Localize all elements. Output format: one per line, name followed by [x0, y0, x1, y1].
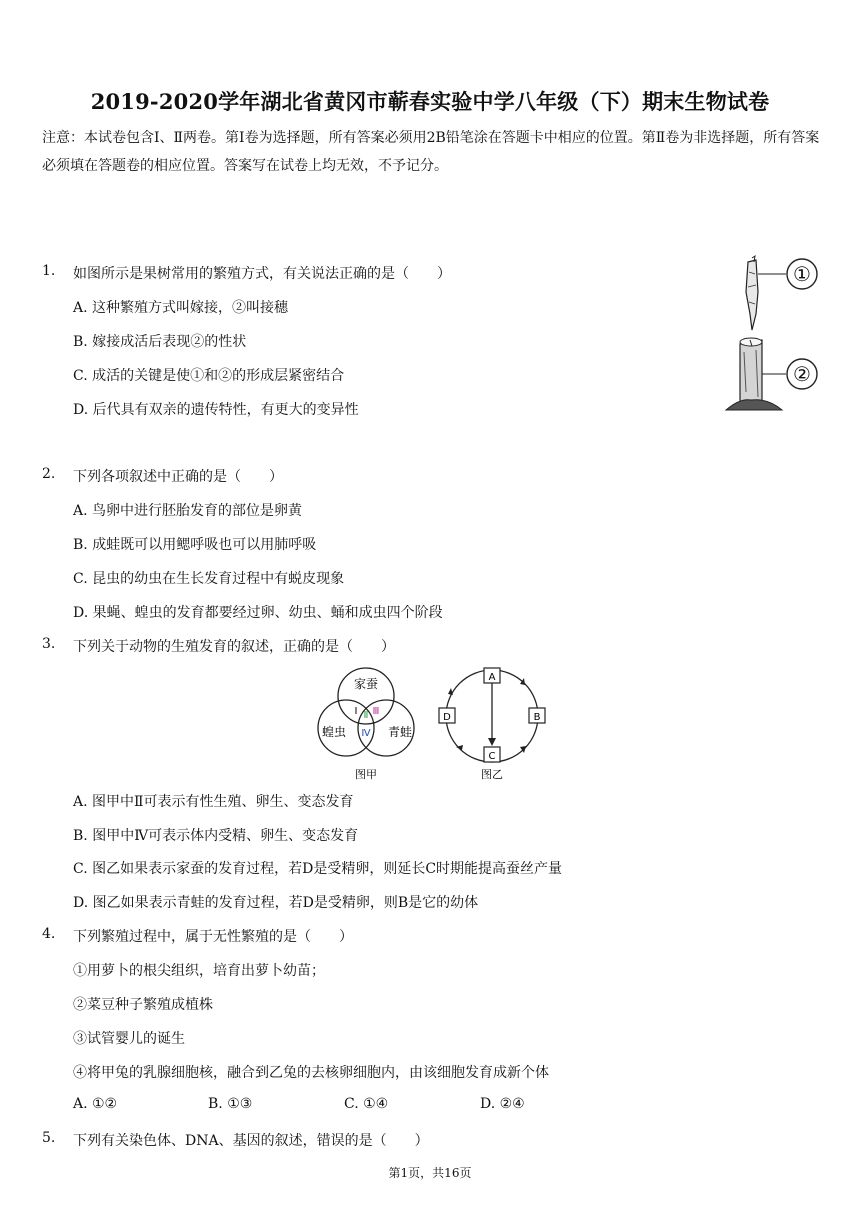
option-d: D. ②④	[480, 1096, 525, 1112]
stage-a: A	[488, 672, 496, 683]
option-b: B. ①③	[208, 1096, 253, 1112]
region-4: Ⅳ	[361, 728, 371, 739]
question-number: 2.	[42, 466, 56, 482]
venn-label-top: 家蚕	[353, 677, 379, 691]
question-stem: 下列有关染色体、DNA、基因的叙述，错误的是（ ）	[73, 1133, 429, 1149]
option-a: A. 图甲中Ⅱ可表示有性生殖、卵生、变态发育	[73, 794, 354, 810]
option-a: A. ①②	[73, 1096, 118, 1112]
question-number: 1.	[42, 263, 56, 279]
option-b: B. 成蛙既可以用鳃呼吸也可以用肺呼吸	[73, 537, 317, 553]
statement-4: ④将甲兔的乳腺细胞核，融合到乙兔的去核卵细胞内，由该细胞发育成新个体	[73, 1065, 549, 1081]
stage-d: D	[443, 712, 451, 723]
option-a: A. 鸟卵中进行胚胎发育的部位是卵黄	[73, 503, 303, 519]
option-b: B. 图甲中Ⅳ可表示体内受精、卵生、变态发育	[73, 828, 359, 844]
option-d: D. 后代具有双亲的遗传特性，有更大的变异性	[73, 402, 359, 418]
grafting-figure	[722, 252, 822, 414]
option-b: B. 嫁接成活后表现②的性状	[73, 334, 247, 350]
question-stem: 下列繁殖过程中，属于无性繁殖的是（ ）	[73, 929, 353, 945]
region-1: Ⅰ	[354, 706, 358, 717]
stage-c: C	[488, 751, 496, 762]
question-number: 5.	[42, 1130, 56, 1146]
figure-caption: 图甲	[355, 768, 377, 781]
option-c: C. 成活的关键是使①和②的形成层紧密结合	[73, 368, 345, 384]
label-1: ①	[793, 262, 811, 286]
page-footer: 第1页，共16页	[388, 1166, 472, 1180]
statement-3: ③试管婴儿的诞生	[73, 1031, 185, 1047]
venn-label-right: 青蛙	[387, 725, 413, 739]
question-stem: 下列关于动物的生殖发育的叙述，正确的是（ ）	[73, 639, 395, 655]
venn-label-left: 蝗虫	[321, 725, 347, 739]
figure-caption: 图乙	[481, 768, 503, 781]
exam-notice: 注意：本试卷包含Ⅰ、Ⅱ两卷。第Ⅰ卷为选择题，所有答案必须用2B铅笔涂在答题卡中相应的位置。第Ⅱ卷为非选择题，所有答案必须填在答题卷的相应位置。答案写在试卷上均无效，不予记分。	[42, 130, 820, 174]
option-d: D. 果蝇、蝗虫的发育都要经过卵、幼虫、蛹和成虫四个阶段	[73, 605, 443, 621]
question-number: 3.	[42, 636, 56, 652]
question-stem: 下列各项叙述中正确的是（ ）	[73, 469, 283, 485]
region-3: Ⅲ	[372, 706, 380, 717]
page-title: 2019-2020学年湖北省黄冈市蕲春实验中学八年级（下）期末生物试卷	[90, 89, 770, 114]
option-c: C. 图乙如果表示家蚕的发育过程，若D是受精卵，则延长C时期能提高蚕丝产量	[73, 861, 563, 877]
label-2: ②	[793, 362, 811, 386]
option-a: A. 这种繁殖方式叫嫁接，②叫接穗	[73, 300, 289, 316]
life-cycle-figure	[434, 664, 552, 782]
venn-diagram-figure	[312, 664, 422, 782]
option-c: C. 昆虫的幼虫在生长发育过程中有蜕皮现象	[73, 571, 345, 587]
question-stem: 如图所示是果树常用的繁殖方式，有关说法正确的是（ ）	[73, 266, 451, 282]
question-number: 4.	[42, 926, 56, 942]
statement-1: ①用萝卜的根尖组织，培育出萝卜幼苗；	[73, 963, 325, 979]
option-d: D. 图乙如果表示青蛙的发育过程，若D是受精卵，则B是它的幼体	[73, 895, 479, 911]
stage-b: B	[533, 712, 541, 723]
statement-2: ②菜豆种子繁殖成植株	[73, 997, 213, 1013]
option-c: C. ①④	[344, 1096, 389, 1112]
region-2: Ⅱ	[363, 710, 369, 721]
